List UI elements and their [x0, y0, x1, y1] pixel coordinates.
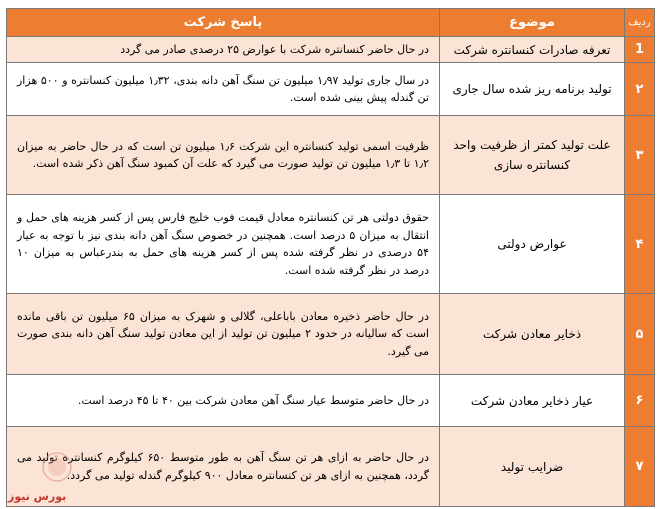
row-subject: ضرایب تولید — [440, 427, 625, 507]
row-subject: تولید برنامه ریز شده سال جاری — [440, 63, 625, 116]
qa-table — [6, 8, 655, 507]
row-subject: عوارض دولتی — [440, 195, 625, 294]
row-answer: در حال حاضر متوسط عیار سنگ آهن معادن شرکت بین ۴۰ تا ۴۵ درصد است. — [7, 375, 440, 427]
table-row — [7, 427, 655, 507]
table-row — [7, 37, 655, 63]
row-number: ۶ — [625, 375, 655, 427]
row-subject: علت تولید کمتر از ظرفیت واحد کنسانتره سازی — [440, 116, 625, 195]
watermark-seal-icon — [40, 440, 74, 494]
row-answer: حقوق دولتی هر تن کنسانتره معادل قیمت فوب خلیج فارس پس از کسر هزینه های حمل و انتقال به میزان ۵ درصد است. همچنین در خصوص سنگ آهن دانه بندی نیز با توجه به عیار ۵۴ درصدی در نظر گرفته شده پس از کسر هزینه های حمل به بندرعباس به میزان ۱۰ درصد در نظر گرفته شده است. — [7, 195, 440, 294]
row-answer: ظرفیت اسمی تولید کنسانتره این شرکت ۱٫۶ میلیون تن است که در حال حاضر به میزان ۱٫۲ تا ۱٫۳ میلیون تن تولید صورت می گیرد که علت آن کمبود سنگ آهن ذکر شده است. — [7, 116, 440, 195]
row-subject: ذخایر معادن شرکت — [440, 294, 625, 375]
table-row — [7, 63, 655, 116]
table-row — [7, 375, 655, 427]
row-number: 1 — [625, 37, 655, 63]
row-answer: در حال حاضر به ازای هر تن سنگ آهن به طور متوسط ۶۵۰ کیلوگرم کنسانتره تولید می گردد، همچنین به ازای هر تن کنسانتره معادل ۹۰۰ کیلوگرم گندله تولید می گردد. — [7, 427, 440, 507]
row-number: ۷ — [625, 427, 655, 507]
row-number: ۳ — [625, 116, 655, 195]
row-subject: عیار ذخایر معادن شرکت — [440, 375, 625, 427]
row-answer: در حال حاضر کنسانتره شرکت با عوارض ۲۵ درصدی صادر می گردد — [7, 37, 440, 63]
qa-table-container — [6, 8, 654, 507]
table-row — [7, 195, 655, 294]
table-row — [7, 294, 655, 375]
table-row — [7, 116, 655, 195]
header-subject: موضوع — [440, 9, 625, 37]
table-header-row — [7, 9, 655, 37]
row-subject: تعرفه صادرات کنسانتره شرکت — [440, 37, 625, 63]
row-number: ۲ — [625, 63, 655, 116]
row-answer: در سال جاری تولید ۱٫۹۷ میلیون تن سنگ آهن دانه بندی، ۱٫۳۲ میلیون کنسانتره و ۵۰۰ هزار تن گندله پیش بینی شده است. — [7, 63, 440, 116]
row-number: ۴ — [625, 195, 655, 294]
header-row-number: ردیف — [625, 9, 655, 37]
row-answer: در حال حاضر ذخیره معادن باباعلی، گلالی و شهرک به میزان ۶۵ میلیون تن باقی مانده است که سالیانه در حدود ۲ میلیون تن تولید از این معادن تولید سنگ آهن دانه بندی صورت می گیرد. — [7, 294, 440, 375]
brand-logo-text: بورس نیوز — [8, 490, 67, 503]
row-number: ۵ — [625, 294, 655, 375]
brand-logo — [8, 490, 66, 503]
header-answer: پاسخ شرکت — [7, 9, 440, 37]
